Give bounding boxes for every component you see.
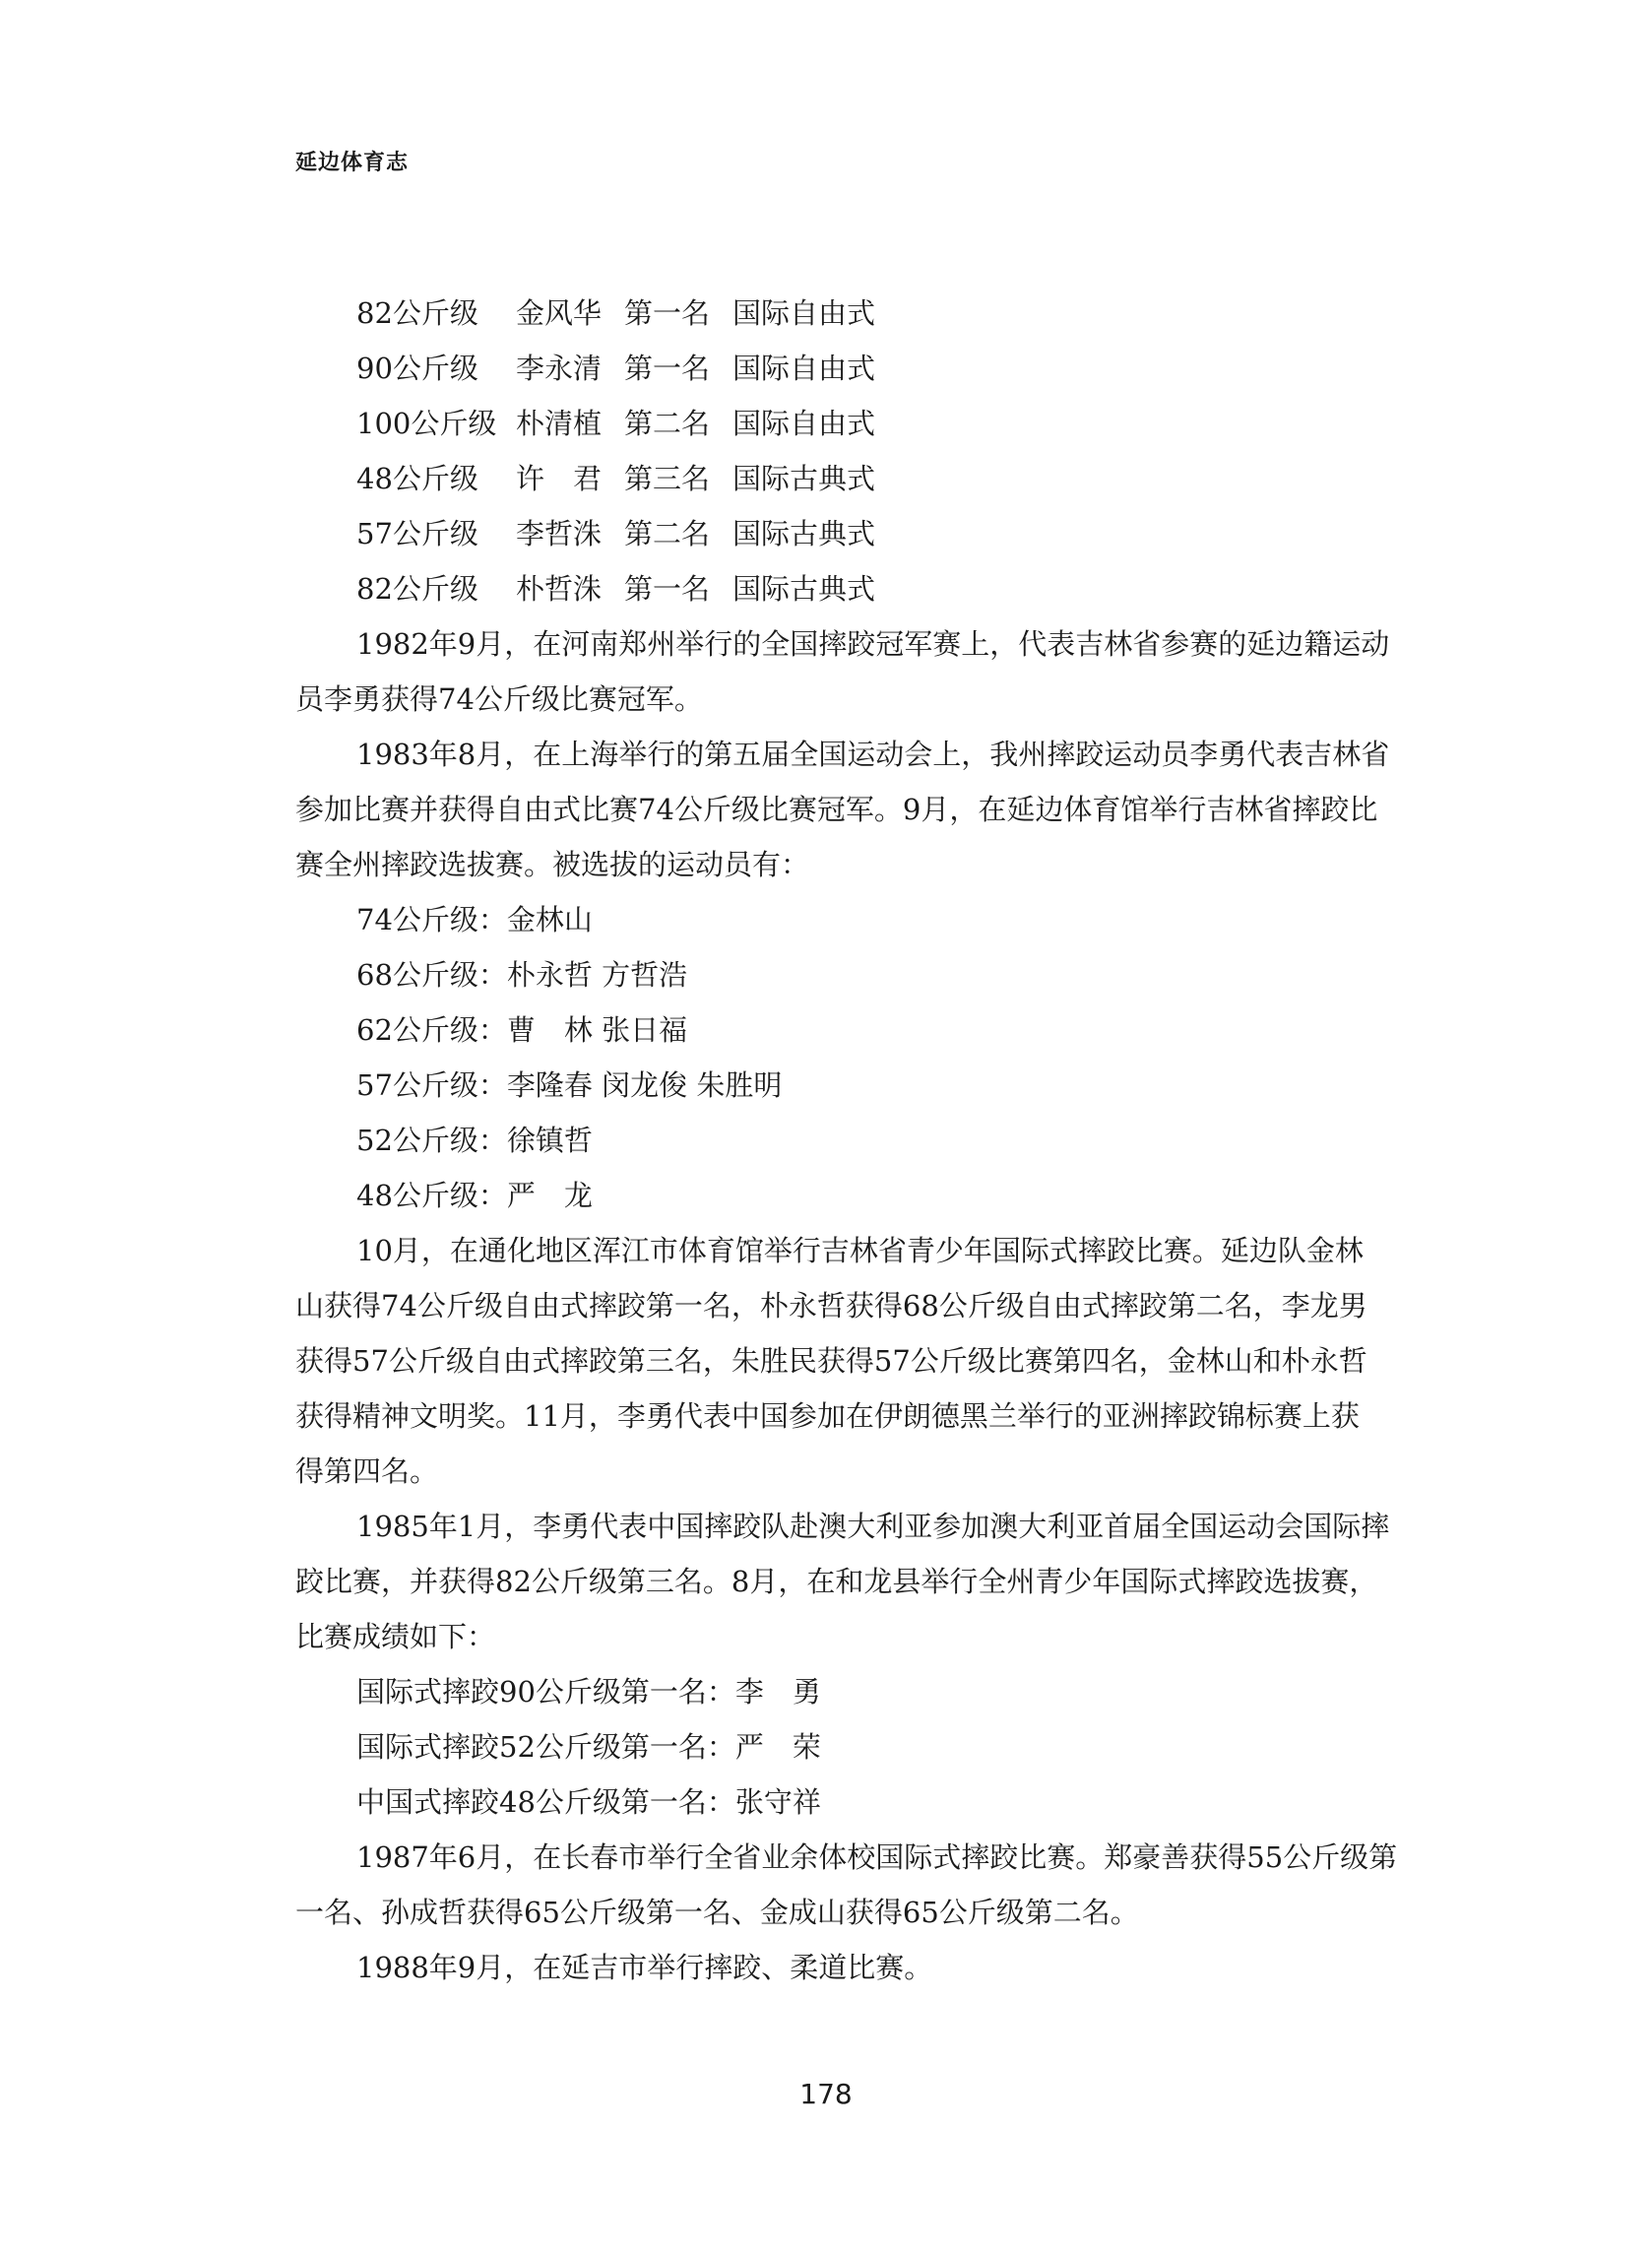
placing: 第一名 bbox=[624, 352, 711, 385]
paragraph-october bbox=[295, 1223, 1473, 1499]
text-line: 获得57公斤级自由式摔跤第三名，朱胜民获得57公斤级比赛第四名，金林山和朴永哲 bbox=[295, 1344, 1367, 1378]
text-line: 1983年8月，在上海举行的第五届全国运动会上，我州摔跤运动员李勇代表吉林省 bbox=[356, 738, 1390, 771]
text-line: 跤比赛，并获得82公斤级第三名。8月，在和龙县举行全州青少年国际式摔跤选拔赛， bbox=[295, 1565, 1378, 1598]
placing: 第三名 bbox=[624, 462, 711, 495]
text-line: 1982年9月，在河南郑州举行的全国摔跤冠军赛上，代表吉林省参赛的延边籍运动 bbox=[356, 627, 1390, 661]
paragraph-1982 bbox=[295, 616, 1473, 727]
weight-class: 57公斤级 bbox=[356, 517, 478, 550]
result-row bbox=[356, 506, 1473, 561]
placing: 第一名 bbox=[624, 572, 711, 606]
selected-athletes-row: 48公斤级：严 龙 bbox=[356, 1179, 593, 1212]
text-line: 获得精神文明奖。11月，李勇代表中国参加在伊朗德黑兰举行的亚洲摔跤锦标赛上获 bbox=[295, 1399, 1360, 1433]
wrestling-style: 国际自由式 bbox=[732, 296, 876, 330]
page-number: 178 bbox=[799, 2078, 853, 2110]
selected-athletes-row: 68公斤级：朴永哲 方哲浩 bbox=[356, 958, 688, 992]
placing: 第二名 bbox=[624, 407, 711, 440]
text-line: 山获得74公斤级自由式摔跤第一名，朴永哲获得68公斤级自由式摔跤第二名，李龙男 bbox=[295, 1289, 1367, 1322]
placing: 第二名 bbox=[624, 517, 711, 550]
wrestling-style: 国际自由式 bbox=[732, 407, 876, 440]
text-line: 一名、孙成哲获得65公斤级第一名、金成山获得65公斤级第二名。 bbox=[295, 1896, 1139, 1929]
selected-athletes-row: 52公斤级：徐镇哲 bbox=[356, 1124, 593, 1157]
text-line: 比赛成绩如下： bbox=[295, 1620, 496, 1653]
wrestling-style: 国际古典式 bbox=[732, 462, 876, 495]
paragraph-1985 bbox=[295, 1499, 1473, 1664]
weight-class: 100公斤级 bbox=[356, 407, 497, 440]
result-row bbox=[356, 341, 1473, 396]
page-body bbox=[295, 286, 1473, 1995]
result-row bbox=[356, 396, 1473, 451]
selected-athletes-row: 62公斤级：曹 林 张日福 bbox=[356, 1013, 688, 1047]
athlete-name: 李哲洙 bbox=[516, 517, 603, 550]
result-1985-row: 国际式摔跤52公斤级第一名：严 荣 bbox=[356, 1730, 821, 1764]
paragraph-1988 bbox=[295, 1940, 1473, 1995]
text-line: 1988年9月，在延吉市举行摔跤、柔道比赛。 bbox=[356, 1951, 933, 1984]
athlete-name: 朴哲洙 bbox=[516, 572, 603, 606]
result-1985-row: 国际式摔跤90公斤级第一名：李 勇 bbox=[356, 1675, 821, 1709]
athlete-name: 金风华 bbox=[516, 296, 603, 330]
text-line: 1985年1月，李勇代表中国摔跤队赴澳大利亚参加澳大利亚首届全国运动会国际摔 bbox=[356, 1510, 1390, 1543]
text-line: 1987年6月，在长春市举行全省业余体校国际式摔跤比赛。郑豪善获得55公斤级第 bbox=[356, 1840, 1398, 1874]
athlete-name: 朴清植 bbox=[516, 407, 603, 440]
paragraph-1987 bbox=[295, 1830, 1473, 1940]
athlete-name: 李永清 bbox=[516, 352, 603, 385]
result-row bbox=[356, 451, 1473, 506]
weight-class: 90公斤级 bbox=[356, 352, 478, 385]
weight-class: 82公斤级 bbox=[356, 572, 478, 606]
result-1985-row: 中国式摔跤48公斤级第一名：张守祥 bbox=[356, 1785, 821, 1819]
wrestling-style: 国际自由式 bbox=[732, 352, 876, 385]
athlete-name: 许 君 bbox=[516, 462, 603, 495]
weight-class: 48公斤级 bbox=[356, 462, 478, 495]
placing: 第一名 bbox=[624, 296, 711, 330]
paragraph-1983 bbox=[295, 727, 1473, 892]
text-line: 赛全州摔跤选拔赛。被选拔的运动员有： bbox=[295, 848, 810, 881]
text-line: 10月，在通化地区浑江市体育馆举行吉林省青少年国际式摔跤比赛。延边队金林 bbox=[356, 1234, 1364, 1267]
text-line: 员李勇获得74公斤级比赛冠军。 bbox=[295, 682, 703, 716]
selected-athletes-row: 57公斤级：李隆春 闵龙俊 朱胜明 bbox=[356, 1068, 783, 1102]
wrestling-style: 国际古典式 bbox=[732, 572, 876, 606]
weight-class: 82公斤级 bbox=[356, 296, 478, 330]
running-header: 延边体育志 bbox=[295, 151, 410, 175]
result-row bbox=[356, 286, 1473, 341]
wrestling-style: 国际古典式 bbox=[732, 517, 876, 550]
text-line: 得第四名。 bbox=[295, 1454, 439, 1488]
text-line: 参加比赛并获得自由式比赛74公斤级比赛冠军。9月，在延边体育馆举行吉林省摔跤比 bbox=[295, 793, 1378, 826]
result-row bbox=[356, 561, 1473, 616]
selected-athletes-row: 74公斤级：金林山 bbox=[356, 903, 593, 936]
